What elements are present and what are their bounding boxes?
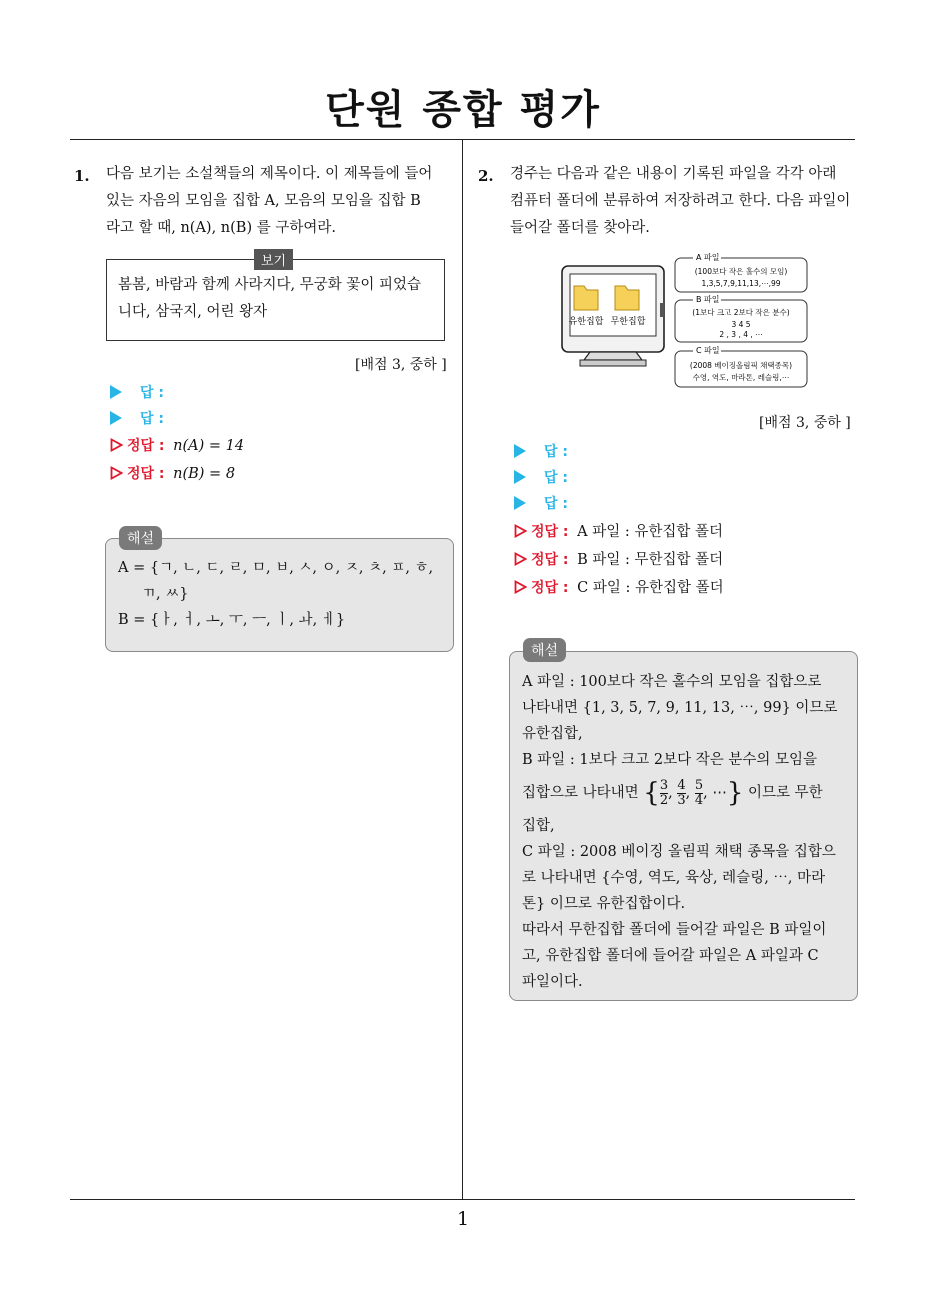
folder-label: 무한집합	[610, 317, 646, 327]
outline-triangle-icon	[110, 466, 123, 480]
correct-answer-label: 정답 :	[531, 524, 569, 540]
file-line: 3 4 5	[731, 320, 751, 329]
solution-line: 고, 유한집합 폴더에 들어갈 파일은 A 파일과 C	[522, 948, 819, 964]
solution-text	[522, 669, 848, 995]
file-line: (100보다 작은 홀수의 모임)	[694, 267, 788, 276]
file-a-card	[675, 252, 807, 292]
score-label: [배점 3, 중하 ]	[759, 415, 851, 431]
answer-blank-row[interactable]	[514, 441, 568, 461]
answer-label: 답 :	[140, 411, 164, 427]
bogi-line: 니다, 삼국지, 어린 왕자	[118, 304, 268, 320]
question-text-line: 경주는 다음과 같은 내용이 기록된 파일을 각각 아래	[510, 166, 837, 182]
correct-answer-value: n(A) = 14	[173, 438, 245, 454]
file-line: (1보다 크고 2보다 작은 분수)	[692, 308, 790, 317]
solution-line: 집합으로 나타내면 { $\frac{3}{2}$ , $\frac{4}{3}$ , $\frac{5}{4}$ , ⋯} 이므로 무한	[522, 777, 823, 808]
computer-folder-figure	[560, 248, 815, 396]
solution-label: 해설	[119, 526, 162, 550]
solution-line: 로 나타내면 {수영, 역도, 육상, 레슬링, ⋯, 마라	[522, 870, 826, 886]
play-arrow-icon	[110, 411, 122, 425]
folder-icon	[615, 286, 639, 310]
solution-line: 집합,	[522, 818, 555, 834]
question-text-line: 들어갈 폴더를 찾아라.	[510, 220, 650, 236]
correct-answer-row	[514, 520, 723, 541]
correct-answer-row	[514, 548, 723, 569]
solution-line: C 파일 : 2008 베이징 올림픽 채택 종목을 집합으	[522, 844, 836, 860]
solution-line: 유한집합,	[522, 726, 583, 742]
solution-line: ㄲ, ㅆ}	[142, 586, 189, 602]
score-label: [배점 3, 중하 ]	[355, 357, 447, 373]
file-line: 수영, 역도, 마라톤, 레슬링,⋯	[692, 373, 790, 382]
file-title: C 파일	[696, 346, 720, 355]
bogi-line: 봄봄, 바람과 함께 사라지다, 무궁화 꽃이 피었습	[118, 277, 422, 293]
question-text-line: 있는 자음의 모임을 집합 A, 모음의 모임을 집합 B	[106, 193, 421, 209]
file-line: 2 , 3 , 4 , ⋯	[719, 330, 763, 339]
outline-triangle-icon	[514, 524, 527, 538]
play-arrow-icon	[514, 470, 526, 484]
solution-line: B = {ㅏ, ㅓ, ㅗ, ㅜ, ㅡ, ㅣ, ㅘ, ㅔ}	[118, 612, 346, 628]
solution-line: 톤} 이므로 유한집합이다.	[522, 896, 686, 912]
outline-triangle-icon	[514, 552, 527, 566]
file-line: 1,3,5,7,9,11,13,⋯,99	[701, 279, 781, 288]
outline-triangle-icon	[110, 438, 123, 452]
play-arrow-icon	[514, 496, 526, 510]
question-text-line: 라고 할 때, n(A), n(B) 를 구하여라.	[106, 220, 336, 236]
question-number: 1.	[74, 167, 90, 185]
monitor-icon	[562, 266, 664, 366]
fraction: $\frac{5}{4}$	[694, 777, 704, 808]
solution-label: 해설	[523, 638, 566, 662]
answer-label: 답 :	[140, 385, 164, 401]
answer-blank-row[interactable]	[514, 493, 568, 513]
answer-blank-row[interactable]	[514, 467, 568, 487]
correct-answer-label: 정답 :	[127, 438, 165, 454]
file-title: B 파일	[696, 295, 720, 304]
solution-text	[118, 555, 448, 633]
fraction: $\frac{4}{3}$	[677, 777, 686, 808]
answer-label: 답 :	[544, 444, 568, 460]
correct-answer-label: 정답 :	[127, 466, 165, 482]
outline-triangle-icon	[514, 580, 527, 594]
folder-icon	[574, 286, 598, 310]
play-arrow-icon	[110, 385, 122, 399]
correct-answer-value: B 파일 : 무한집합 폴더	[577, 552, 724, 568]
solution-line: 따라서 무한집합 폴더에 들어갈 파일은 B 파일이	[522, 922, 827, 938]
bogi-label: 보기	[254, 249, 293, 270]
correct-answer-value: A 파일 : 유한집합 폴더	[577, 524, 723, 540]
solution-line: 파일이다.	[522, 974, 583, 990]
correct-answer-value: C 파일 : 유한집합 폴더	[577, 580, 724, 596]
answer-label: 답 :	[544, 496, 568, 512]
play-arrow-icon	[514, 444, 526, 458]
question-text-line: 컴퓨터 폴더에 분류하여 저장하려고 한다. 다음 파일이	[510, 193, 851, 209]
correct-answer-value: n(B) = 8	[173, 466, 236, 482]
solution-line: B 파일 : 1보다 크고 2보다 작은 분수의 모임을	[522, 752, 817, 768]
correct-answer-row	[110, 463, 235, 483]
fraction: $\frac{3}{2}$	[659, 777, 669, 808]
correct-answer-row	[110, 435, 244, 455]
file-title: A 파일	[696, 253, 720, 262]
question-text	[106, 161, 456, 242]
column-divider	[462, 139, 463, 1199]
folder-label: 유한집합	[568, 317, 604, 327]
answer-label: 답 :	[544, 470, 568, 486]
file-c-card	[675, 345, 807, 387]
question-number: 2.	[478, 167, 494, 185]
file-b-card	[675, 294, 807, 342]
bogi-text	[118, 272, 436, 326]
correct-answer-row	[514, 576, 724, 597]
page-title: 단원 종합 평가	[325, 87, 601, 133]
question-text	[510, 161, 860, 242]
correct-answer-label: 정답 :	[531, 580, 569, 596]
solution-line: A = {ㄱ, ㄴ, ㄷ, ㄹ, ㅁ, ㅂ, ㅅ, ㅇ, ㅈ, ㅊ, ㅍ, ㅎ,	[118, 560, 434, 576]
answer-blank-row[interactable]	[110, 408, 164, 428]
file-line: (2008 베이징올림픽 채택종목)	[689, 361, 793, 370]
solution-line: A 파일 : 100보다 작은 홀수의 모임을 집합으로	[522, 674, 822, 690]
question-text-line: 다음 보기는 소설책들의 제목이다. 이 제목들에 들어	[106, 166, 433, 182]
correct-answer-label: 정답 :	[531, 552, 569, 568]
bottom-rule	[70, 1199, 855, 1200]
solution-line: 나타내면 {1, 3, 5, 7, 9, 11, 13, ⋯, 99} 이므로	[522, 700, 838, 716]
page-number: 1	[456, 1208, 470, 1230]
answer-blank-row[interactable]	[110, 382, 164, 402]
